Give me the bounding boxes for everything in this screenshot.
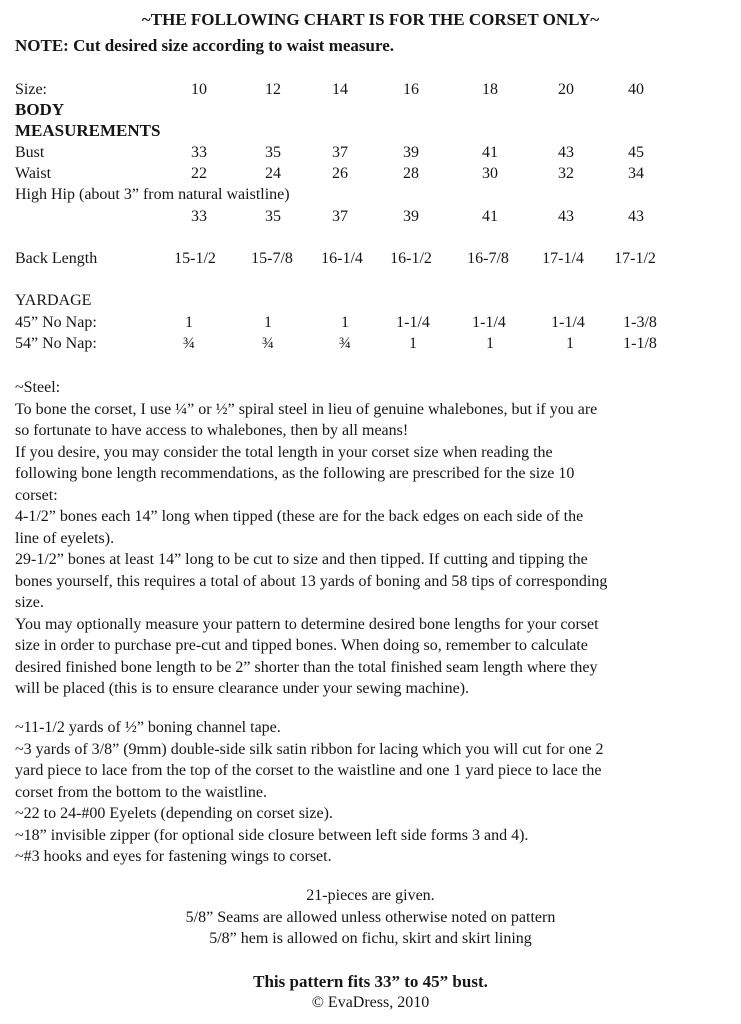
size-cell: 40: [628, 81, 644, 98]
high-hip-cell: 35: [265, 208, 281, 225]
bust-label: Bust: [15, 144, 45, 161]
high-hip-label: High Hip (about 3” from natural waistline): [15, 186, 290, 203]
back-length-cell: 16-7/8: [467, 250, 509, 267]
bust-cell: 41: [482, 144, 498, 161]
notion-line: ~3 yards of 3/8” (9mm) double-side silk satin ribbon for lacing which you will cut for one 2: [15, 740, 604, 758]
waist-cell: 24: [265, 165, 281, 182]
steel-line: You may optionally measure your pattern to determine desired bone lengths for your corset: [15, 615, 599, 633]
seam-allowance-note: 5/8” Seams are allowed unless otherwise noted on pattern: [185, 909, 556, 926]
yardage-45-cell: 1: [264, 314, 272, 331]
back-length-label: Back Length: [15, 250, 98, 267]
waist-cell: 22: [191, 165, 207, 182]
size-cell: 14: [332, 81, 348, 98]
bust-cell: 35: [265, 144, 281, 161]
yardage-54-cell: 1-1/8: [623, 335, 657, 352]
yardage-54-label: 54” No Nap:: [15, 335, 97, 352]
notion-line: ~#3 hooks and eyes for fastening wings to corset.: [15, 848, 332, 865]
back-length-cell: 16-1/2: [390, 250, 432, 267]
steel-line: If you desire, you may consider the total length in your corset size when reading the: [15, 443, 553, 461]
yardage-45-cell: 1: [341, 314, 349, 331]
yardage-45-cell: 1-1/4: [551, 314, 585, 331]
steel-line: 4-1/2” bones each 14” long when tipped (these are for the back edges on each side of the: [15, 508, 584, 525]
steel-line: will be placed (this is to ensure clearance under your sewing machine).: [15, 680, 470, 697]
size-cell: 16: [403, 81, 419, 98]
back-length-cell: 17-1/4: [542, 250, 584, 267]
size-cell: 10: [191, 81, 207, 98]
steel-line: bones yourself, this requires a total of about 13 yards of boning and 58 tips of corresponding: [15, 572, 608, 590]
bust-cell: 37: [332, 144, 348, 161]
size-cell: 12: [265, 81, 281, 98]
yardage-54-cell: ¾: [183, 335, 195, 352]
bust-cell: 45: [628, 144, 644, 161]
waist-label: Waist: [15, 165, 52, 182]
steel-line: desired finished bone length to be 2” shorter than the total finished seam length where they: [15, 658, 598, 676]
bust-cell: 33: [191, 144, 207, 161]
steel-line: To bone the corset, I use ¼” or ½” spiral steel in lieu of genuine whalebones, but if you are: [15, 400, 598, 418]
size-cell: 18: [482, 81, 498, 98]
high-hip-cell: 41: [482, 208, 498, 225]
waist-cell: 32: [558, 165, 574, 182]
hem-allowance-note: 5/8” hem is allowed on fichu, skirt and skirt lining: [209, 930, 532, 947]
yardage-54-cell: 1: [409, 335, 417, 352]
size-label: Size:: [15, 81, 47, 98]
size-note: NOTE: Cut desired size according to waist measure.: [15, 36, 395, 55]
steel-line: line of eyelets).: [15, 529, 115, 547]
yardage-heading: YARDAGE: [15, 292, 92, 309]
bust-cell: 43: [558, 144, 574, 161]
waist-cell: 26: [332, 165, 348, 182]
steel-line: so fortunate to have access to whalebones, then by all means!: [15, 422, 409, 439]
back-length-cell: 17-1/2: [614, 250, 656, 267]
pieces-note: 21-pieces are given.: [306, 887, 435, 904]
back-length-cell: 15-1/2: [174, 250, 216, 267]
notion-line: ~22 to 24-#00 Eyelets (depending on corset size).: [15, 805, 333, 822]
steel-line: corset:: [15, 486, 58, 504]
steel-heading: ~Steel:: [15, 379, 61, 396]
high-hip-cell: 33: [191, 208, 207, 225]
yardage-54-cell: 1: [486, 335, 494, 352]
yardage-45-cell: 1-1/4: [472, 314, 506, 331]
waist-cell: 30: [482, 165, 498, 182]
back-length-cell: 15-7/8: [251, 250, 293, 267]
body-measurements-heading-1: BODY: [15, 100, 65, 119]
waist-cell: 28: [403, 165, 419, 182]
fit-note: This pattern fits 33” to 45” bust.: [253, 972, 488, 991]
high-hip-cell: 43: [558, 208, 574, 225]
notion-line: yard piece to lace from the top of the corset to the waistline and one 1 yard piece to lace the: [15, 762, 602, 779]
steel-line: 29-1/2” bones at least 14” long to be cut to size and then tipped. If cutting and tipping the: [15, 551, 588, 568]
yardage-45-cell: 1: [185, 314, 193, 331]
body-measurements-heading-2: MEASUREMENTS: [15, 121, 161, 140]
notions-section: [15, 717, 727, 868]
back-length-cell: 16-1/4: [321, 250, 363, 267]
size-cell: 20: [558, 81, 574, 98]
steel-line: size.: [15, 594, 44, 611]
yardage-54-cell: ¾: [262, 335, 274, 352]
bust-cell: 39: [403, 144, 419, 161]
steel-line: size in order to purchase pre-cut and tipped bones. When doing so, remember to calculate: [15, 637, 588, 654]
steel-section: [15, 377, 727, 700]
copyright: © EvaDress, 2010: [311, 994, 430, 1011]
yardage-45-label: 45” No Nap:: [15, 314, 97, 331]
yardage-54-cell: 1: [566, 335, 574, 352]
steel-line: following bone length recommendations, as the following are prescribed for the size 10: [15, 465, 575, 482]
high-hip-cell: 39: [403, 208, 419, 225]
yardage-45-cell: 1-1/4: [396, 314, 430, 331]
high-hip-cell: 37: [332, 208, 348, 225]
notion-line: ~18” invisible zipper (for optional side closure between left side forms 3 and 4).: [15, 826, 529, 844]
notion-line: corset from the bottom to the waistline.: [15, 783, 267, 801]
chart-title: ~THE FOLLOWING CHART IS FOR THE CORSET ONLY~: [141, 10, 600, 29]
yardage-54-cell: ¾: [339, 335, 351, 352]
yardage-45-cell: 1-3/8: [623, 314, 657, 331]
high-hip-cell: 43: [628, 208, 644, 225]
notion-line: ~11-1/2 yards of ½” boning channel tape.: [15, 719, 281, 736]
waist-cell: 34: [628, 165, 644, 182]
